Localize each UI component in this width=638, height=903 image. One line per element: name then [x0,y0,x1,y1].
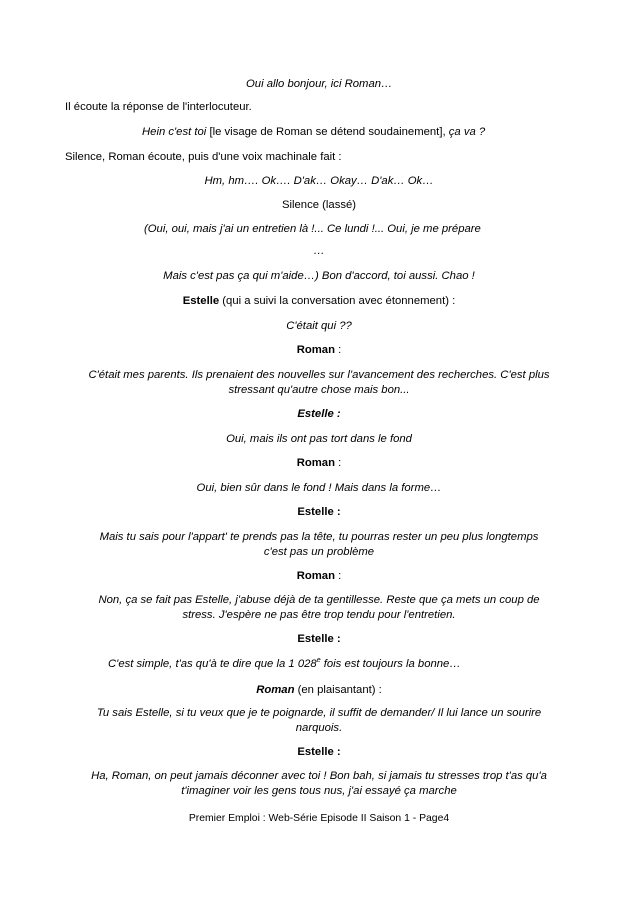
dialogue-text: C'est simple, t'as qu'à te dire que la 1 028 [108,658,317,670]
speaker-colon: : [335,457,342,469]
dialogue-line: Mais tu sais pour l'appart' te prends pas la tête, tu pourras rester un peu plus longtemps [99,531,539,543]
dialogue-line: narquois. [295,722,343,734]
speaker-name: Estelle : [297,746,341,758]
dialogue-line: Ha, Roman, on peut jamais déconner avec toi ! Bon bah, si jamais tu stresses trop t'as qu'a [91,770,547,782]
dialogue-text: Hein c'est toi [142,126,207,138]
dialogue-line: Oui allo bonjour, ici Roman… [246,78,393,90]
stage-direction: (en plaisantant) : [294,684,382,696]
dialogue-line: … [313,245,325,257]
dialogue-text: ça va ? [448,126,486,138]
dialogue-line: (Oui, oui, mais j'ai un entretien là !... Ce lundi !... Oui, je me prépare [144,223,481,235]
dialogue-line: stressant qu'autre chose mais bon... [228,384,410,396]
dialogue-line: Non, ça se fait pas Estelle, j'abuse déjà de ta gentillesse. Reste que ça mets un coup de [98,594,540,606]
speaker-line [40,455,598,471]
dialogue-line: c'est pas un problème [263,546,375,558]
page-footer: Premier Emploi : Web-Série Episode II Saison 1 - Page4 [188,813,450,824]
dialogue-line: C'était qui ?? [286,320,352,332]
dialogue-line: Hm, hm…. Ok…. D'ak… Okay… D'ak… Ok… [204,175,434,187]
speaker-line [40,682,598,698]
ordinal-superscript: e [316,657,321,665]
dialogue-line: C'était mes parents. Ils prenaient des nouvelles sur l'avancement des recherches. C'est plus [88,369,550,381]
stage-direction: Silence, Roman écoute, puis d'une voix machinale fait : [65,151,342,163]
speaker-colon: : [335,570,342,582]
speaker-name: Roman [296,457,335,469]
stage-direction: Silence (lassé) [281,199,357,211]
speaker-name: Estelle : [297,633,341,645]
dialogue-line [108,656,461,672]
speaker-name: Estelle : [297,408,341,420]
speaker-colon: : [335,344,342,356]
dialogue-text: fois est toujours la bonne… [320,658,461,670]
speaker-name: Roman [296,570,335,582]
dialogue-line: stress. J'espère ne pas être trop tendu pour l'entretien. [182,609,456,621]
stage-direction: (qui a suivi la conversation avec étonnement) : [219,295,456,307]
speaker-name: Roman [256,684,295,696]
stage-direction: [le visage de Roman se détend soudainement], [206,126,449,138]
dialogue-line: Tu sais Estelle, si tu veux que je te poignarde, il suffit de demander/ Il lui lance un sourire [96,707,542,719]
speaker-name: Estelle : [297,506,341,518]
speaker-name: Estelle [182,295,220,307]
dialogue-line [142,124,485,140]
dialogue-line: Mais c'est pas ça qui m'aide…) Bon d'accord, toi aussi. Chao ! [163,270,475,282]
speaker-line [40,342,598,358]
speaker-name: Roman [296,344,335,356]
stage-direction: Il écoute la réponse de l'interlocuteur. [65,101,252,113]
dialogue-line: Oui, mais ils ont pas tort dans le fond [226,433,412,445]
dialogue-line: Oui, bien sûr dans le fond ! Mais dans la forme… [196,482,442,494]
speaker-line [40,293,598,309]
dialogue-line: t'imaginer voir les gens tous nus, j'ai essayé ça marche [181,785,457,797]
speaker-line [40,568,598,584]
